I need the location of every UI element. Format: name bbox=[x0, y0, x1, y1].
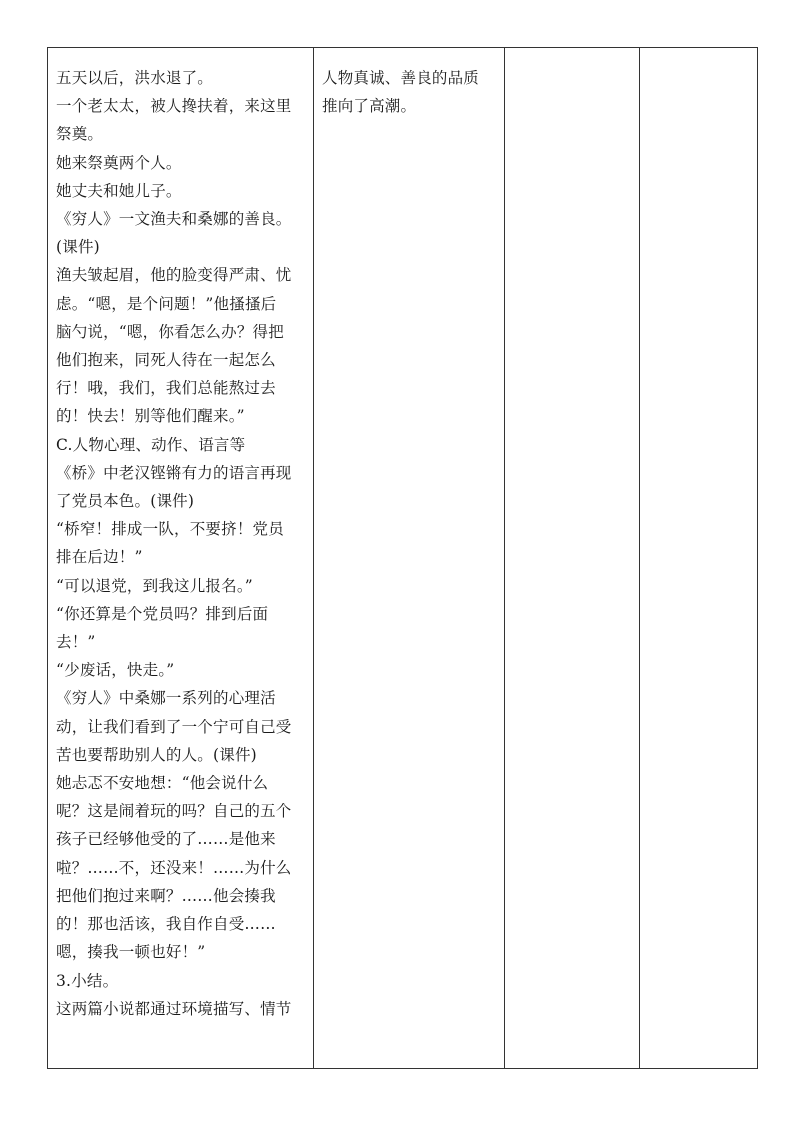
text-line: 推向了高潮。 bbox=[322, 97, 417, 116]
text-line: 人物真诚、善良的品质 bbox=[322, 69, 480, 87]
text-line: 行！哦，我们，我们总能熬过去 bbox=[56, 379, 276, 398]
design-intent-text bbox=[314, 48, 504, 120]
text-line: 的！快去！别等他们醒来。” bbox=[56, 407, 245, 426]
text-line: 《穷人》一文渔夫和桑娜的善良。 bbox=[56, 210, 292, 229]
text-line: 把他们抱过来啊？……他会揍我 bbox=[56, 886, 276, 905]
text-line: 渔夫皱起眉，他的脸变得严肃、忧 bbox=[56, 266, 292, 285]
text-line: 排在后边！” bbox=[56, 548, 143, 567]
text-line: 苦也要帮助别人的人。(课件) bbox=[56, 745, 257, 764]
design-intent-cell bbox=[314, 48, 505, 1069]
text-line: 动，让我们看到了一个宁可自己受 bbox=[56, 717, 292, 736]
text-line: “可以退党，到我这儿报名。” bbox=[56, 576, 253, 595]
text-line: 《桥》中老汉铿锵有力的语言再现 bbox=[56, 463, 292, 482]
teaching-content-cell bbox=[48, 48, 314, 1069]
text-line: 了党员本色。(课件) bbox=[56, 492, 195, 511]
text-line: 这两篇小说都通过环境描写、情节 bbox=[56, 999, 292, 1018]
text-line: 她忐忑不安地想：“他会说什么 bbox=[56, 774, 269, 793]
lesson-table bbox=[47, 47, 758, 1069]
text-line: 一个老太太，被人搀扶着，来这里 bbox=[56, 97, 292, 116]
text-line: 的！那也活该，我自作自受…… bbox=[56, 915, 276, 934]
text-line: 他们抱来，同死人待在一起怎么 bbox=[56, 351, 276, 370]
text-line: 去！” bbox=[56, 633, 96, 652]
text-line: 五天以后，洪水退了。 bbox=[56, 69, 214, 87]
text-line: 虑。“嗯，是个问题！”他搔搔后 bbox=[56, 294, 277, 313]
text-line: 《穷人》中桑娜一系列的心理活 bbox=[56, 689, 276, 708]
text-line: 呢？这是闹着玩的吗？自己的五个 bbox=[56, 802, 292, 821]
empty-cell-4 bbox=[640, 48, 758, 1069]
text-line: 啦？……不，还没来！……为什么 bbox=[56, 858, 292, 877]
text-line: 脑勺说，“嗯，你看怎么办？得把 bbox=[56, 322, 284, 341]
text-line: “你还算是个党员吗？排到后面 bbox=[56, 604, 269, 623]
text-line: 她来祭奠两个人。 bbox=[56, 153, 182, 172]
text-line: “少废话，快走。” bbox=[56, 661, 175, 680]
text-line: (课件) bbox=[56, 238, 100, 257]
text-line: 3.小结。 bbox=[56, 971, 119, 990]
column3-text bbox=[505, 48, 639, 64]
text-line: 她丈夫和她儿子。 bbox=[56, 181, 182, 200]
text-line: C.人物心理、动作、语言等 bbox=[56, 435, 246, 454]
text-line: 孩子已经够他受的了……是他来 bbox=[56, 830, 276, 849]
teaching-content-text bbox=[48, 48, 313, 1023]
text-line: 祭奠。 bbox=[56, 125, 104, 144]
table-row bbox=[48, 48, 758, 1069]
text-line: 嗯，揍我一顿也好！” bbox=[56, 943, 206, 962]
text-line: “桥窄！排成一队，不要挤！党员 bbox=[56, 520, 284, 539]
empty-cell-3 bbox=[505, 48, 640, 1069]
column4-text bbox=[640, 48, 757, 64]
